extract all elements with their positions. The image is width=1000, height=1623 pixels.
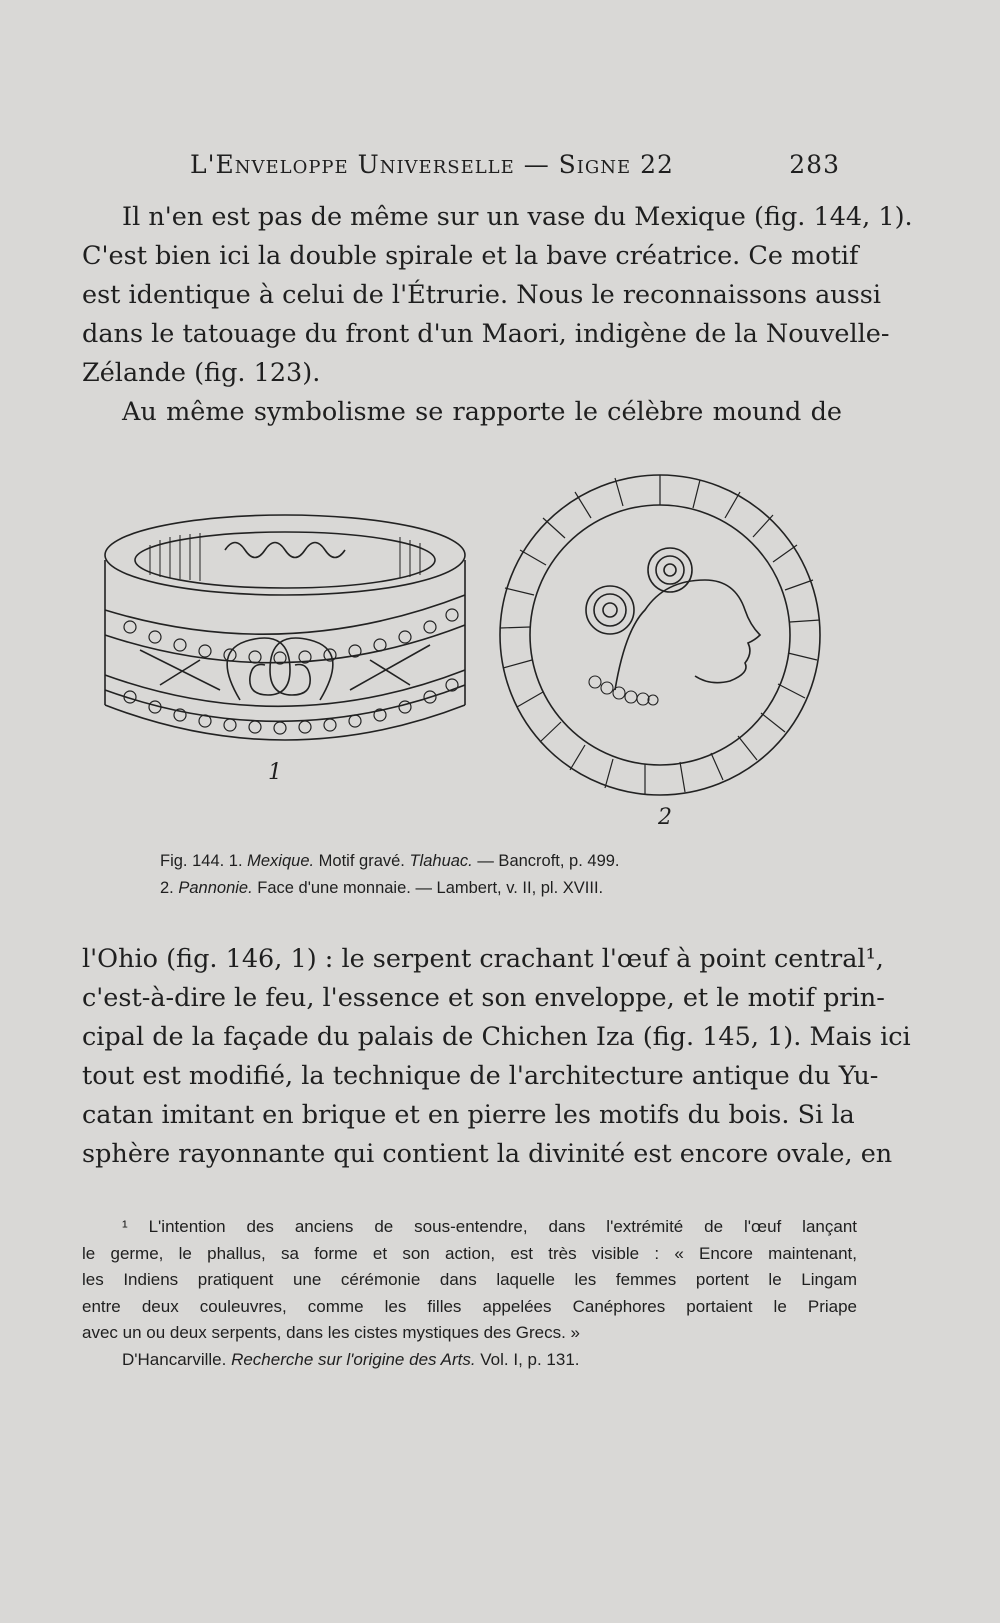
footnote-line: les Indiens pratiquent une cérémonie dans laquelle les femmes portent le Lingam: [82, 1270, 857, 1289]
caption-place: Mexique.: [247, 852, 315, 870]
caption-place: Pannonie.: [178, 879, 253, 897]
paragraph-1: [82, 198, 913, 432]
footnote: [82, 1214, 857, 1373]
footnote-line: avec un ou deux serpents, dans les cistes mystiques des Grecs. »: [82, 1323, 580, 1342]
caption-text: 2.: [160, 879, 179, 897]
figure-144: [100, 460, 840, 830]
caption-text: Motif gravé.: [314, 852, 410, 870]
reference-volume: Vol. I, p. 131.: [475, 1349, 580, 1369]
caption-line-2: [160, 875, 800, 902]
caption-text: Face d'une monnaie. — Lambert, v. II, pl. XVIII.: [252, 879, 604, 897]
paragraph-2: [82, 940, 911, 1174]
pannonia-coin-engraving: [495, 470, 825, 800]
text-line: sphère rayonnante qui contient la divinité est encore ovale, en: [82, 1139, 893, 1169]
text-line: Au même symbolisme se rapporte le célèbre mound de: [122, 397, 842, 427]
caption-line-1: [160, 848, 800, 875]
text-line: dans le tatouage du front d'un Maori, indigène de la Nouvelle-: [82, 319, 890, 349]
text-line: l'Ohio (fig. 146, 1) : le serpent crachant l'œuf à point central¹,: [82, 944, 884, 974]
footnote-line: ¹ L'intention des anciens de sous-entendre, dans l'extrémité de l'œuf lançant: [122, 1217, 857, 1236]
text-line: Il n'en est pas de même sur un vase du Mexique (fig. 144, 1).: [122, 202, 913, 232]
caption-text: Fig. 144. 1.: [160, 852, 248, 870]
text-line: Zélande (fig. 123).: [82, 358, 321, 388]
text-line: est identique à celui de l'Étrurie. Nous le reconnaissons aussi: [82, 280, 882, 310]
text-line: catan imitant en brique et en pierre les motifs du bois. Si la: [82, 1100, 855, 1130]
chapter-title: L'Enveloppe Universelle — Signe 22: [190, 150, 674, 179]
reference-author: D'Hancarville.: [122, 1349, 232, 1369]
text-line: tout est modifié, la technique de l'architecture antique du Yu-: [82, 1061, 879, 1091]
caption-site: Tlahuac.: [409, 852, 473, 870]
footnote-reference: [82, 1347, 857, 1374]
page-number: 283: [789, 150, 840, 179]
footnote-line: entre deux couleuvres, comme les filles appelées Canéphores portaient le Priape: [82, 1296, 857, 1316]
mexico-vessel-engraving: [100, 485, 480, 815]
figure-caption: [160, 848, 800, 902]
running-head: [190, 150, 840, 179]
text-line: cipal de la façade du palais de Chichen Iza (fig. 145, 1). Mais ici: [82, 1022, 911, 1052]
figure-label-2: 2: [658, 805, 672, 830]
reference-title: Recherche sur l'origine des Arts.: [231, 1349, 476, 1369]
text-line: c'est-à-dire le feu, l'essence et son enveloppe, et le motif prin-: [82, 983, 885, 1013]
figure-label-1: 1: [268, 760, 282, 785]
footnote-line: le germe, le phallus, sa forme et son action, est très visible : « Encore maintenant,: [82, 1243, 857, 1263]
text-line: C'est bien ici la double spirale et la bave créatrice. Ce motif: [82, 241, 859, 271]
caption-text: — Bancroft, p. 499.: [472, 852, 620, 870]
